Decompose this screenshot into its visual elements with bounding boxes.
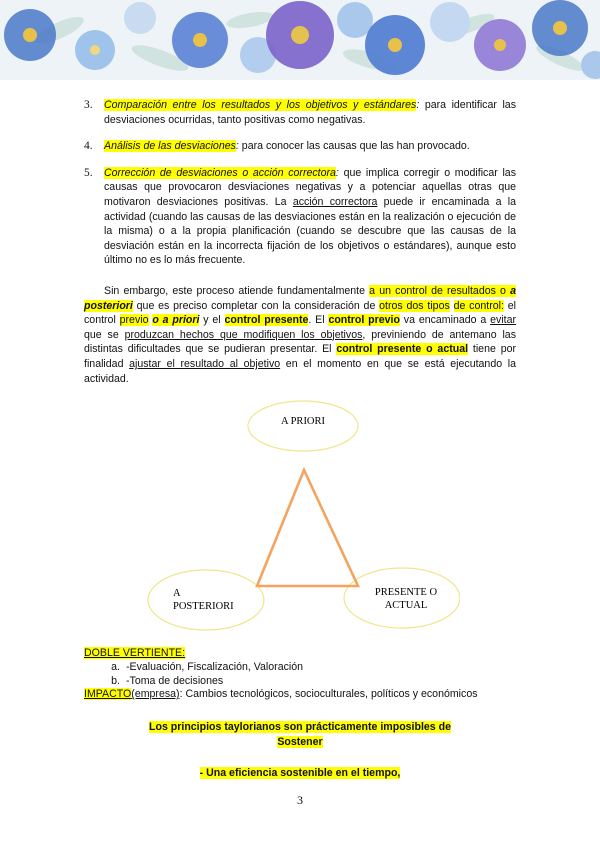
document-body (84, 98, 516, 386)
highlight-run: control presente (224, 314, 309, 327)
list-item (84, 139, 516, 154)
body-paragraph (84, 284, 516, 386)
a-posteriori-label-line1: A (173, 588, 181, 599)
step-separator: : (235, 140, 239, 153)
list-item (84, 98, 516, 127)
control-types-diagram (140, 400, 460, 635)
list-letter: a. (111, 660, 120, 673)
text-run: . El (308, 314, 329, 327)
list-number: 3. (84, 99, 93, 111)
principles-line2: Sostener (277, 735, 323, 748)
text-run: Sin embargo, este proceso atiende fundamentalmente (104, 284, 370, 297)
highlight-run: control presente o actual (336, 343, 469, 356)
doble-vertiente-title: DOBLE VERTIENTE: (84, 647, 186, 659)
step-underlined-term: acción correctora (292, 195, 378, 208)
impacto-paren: (empresa) (131, 688, 180, 701)
text-run: va encaminado a (399, 314, 491, 327)
list-item (84, 661, 524, 675)
page-number: 3 (297, 793, 303, 807)
text-run: que es preciso completar con la consideración de (132, 299, 380, 312)
step-title: Corrección de desviaciones o acción correctora (104, 166, 336, 179)
list-text: -Evaluación, Fiscalización, Valoración (126, 660, 304, 673)
floral-banner (0, 0, 600, 80)
doble-vertiente-section (84, 647, 524, 702)
text-run: en el momento en que se está ejecutando la actividad. (84, 357, 516, 385)
text-run: tiene por finalidad (84, 343, 517, 370)
list-number: 5. (84, 166, 93, 179)
efficiency-text: - Una eficiencia sostenible en el tiempo, (199, 767, 401, 779)
principles-line1: Los principios taylorianos son prácticamente imposibles de (149, 721, 451, 733)
step-text: puede ir encaminada a la actividad (cuando las causas de las desviaciones están en la realización o ejecución de la misma) o a la propia planificación (cuando se descubre que las causas de la desviación están en la incorrecta fijación de los objetivos o estándares), aunque esto último no es lo más frecuente. (104, 195, 516, 267)
step-title: Comparación entre los resultados y los objetivos y estándares (104, 99, 417, 111)
highlight-run: previo (119, 314, 149, 327)
step-separator: : (335, 166, 339, 179)
underlined-run: produzcan hechos que modifiquen los objetivos (124, 328, 363, 341)
presente-label-line2: ACTUAL (384, 600, 428, 611)
impacto-text: : Cambios tecnológicos, socioculturales, políticos y económicos (179, 688, 478, 701)
a-posteriori-label-line2: POSTERIORI (173, 601, 234, 612)
text-run: que se (84, 328, 125, 341)
highlight-run: otros dos tipos (379, 299, 450, 312)
highlight-run: control previo (328, 314, 400, 327)
step-text: para identificar las desviaciones ocurridas, tanto positivas como negativas. (104, 99, 516, 126)
highlight-run: a un control de resultados o (369, 284, 511, 297)
step-text: para conocer las causas que las han provocado. (238, 140, 470, 153)
underlined-run: ajustar el resultado al objetivo (129, 357, 281, 370)
list-item (84, 675, 524, 689)
step-separator: : (416, 99, 420, 111)
process-steps-list (84, 98, 516, 268)
triangle-shape (257, 470, 358, 586)
underlined-run: evitar (490, 314, 517, 327)
presente-actual-ellipse (344, 568, 460, 628)
impacto-line (84, 688, 524, 702)
efficiency-line (84, 766, 516, 781)
list-text: -Toma de decisiones (126, 674, 224, 687)
text-run: el control (84, 299, 516, 327)
text-run: , previniendo de antemano las distintas dificultades que se pudieran presentar. El (84, 328, 516, 356)
highlight-run: a posteriori (84, 284, 516, 312)
highlight-run: de control: (453, 299, 504, 312)
step-text: que implica corregir o modificar las causas que provocaron desviaciones negativas y a potenciar aquellas otras que motivaron desviaciones positivas. La (104, 166, 516, 208)
impacto-label: IMPACTO (84, 688, 132, 701)
highlight-run: o a priori (152, 314, 200, 327)
presente-label-line1: PRESENTE O (374, 587, 438, 598)
text-run: y el (199, 314, 225, 327)
a-posteriori-ellipse (148, 570, 264, 630)
step-title: Análisis de las desviaciones (104, 140, 236, 153)
list-number: 4. (84, 140, 93, 153)
principles-heading (84, 720, 516, 749)
list-letter: b. (111, 674, 120, 687)
list-item (84, 166, 516, 268)
a-priori-label: A PRIORI (280, 416, 326, 427)
